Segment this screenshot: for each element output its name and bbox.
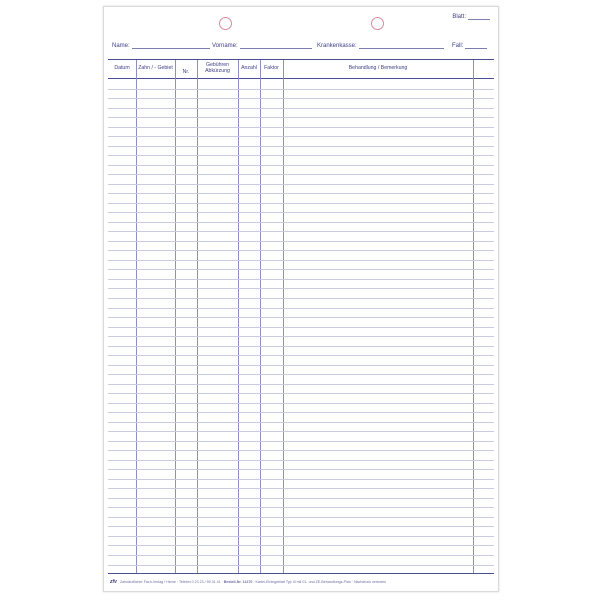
order-number: Bestell-Nr. 11270 [223,580,253,584]
table-row-line[interactable] [108,317,494,318]
column-header-zahn-gebiet: Zahn / - Gebiet [138,65,173,71]
table-row-line[interactable] [108,545,494,546]
column-header-datum: Datum [114,65,130,71]
patient-header [112,42,490,52]
table-row-line[interactable] [108,174,494,175]
table-row-line[interactable] [108,365,494,366]
table-row-line[interactable] [108,565,494,566]
table-row-line[interactable] [108,431,494,432]
publisher-footer [110,579,386,585]
krankenkasse-field[interactable] [317,42,444,49]
table-row-line[interactable] [108,212,494,213]
table-row-line[interactable] [108,165,494,166]
table-row-line[interactable] [108,279,494,280]
table-row-line[interactable] [108,336,494,337]
blatt-input-line[interactable] [468,19,490,20]
table-row-line[interactable] [108,450,494,451]
table-row-line[interactable] [108,117,494,118]
table-row-line[interactable] [108,460,494,461]
table-row-line[interactable] [108,479,494,480]
column-header-faktor: Faktor [264,65,279,71]
table-row-line[interactable] [108,536,494,537]
table-row-line[interactable] [108,469,494,470]
table-row-line[interactable] [108,298,494,299]
publisher-logo: zfv [110,579,117,585]
treatment-table [108,59,494,574]
vorname-field[interactable] [212,42,312,49]
name-field[interactable] [112,42,210,49]
table-row-line[interactable] [108,184,494,185]
header-underline [108,78,494,79]
table-row-line[interactable] [108,222,494,223]
table-row-line[interactable] [108,488,494,489]
table-row-line[interactable] [108,231,494,232]
table-row-line[interactable] [108,498,494,499]
table-row-line[interactable] [108,155,494,156]
form-sheet [103,6,499,592]
krankenkasse-label: Krankenkasse: [317,43,357,49]
name-label: Name: [112,43,130,49]
table-row-line[interactable] [108,393,494,394]
table-row-line[interactable] [108,89,494,90]
table-row-line[interactable] [108,327,494,328]
krankenkasse-input-line[interactable] [359,42,444,49]
table-row-line[interactable] [108,526,494,527]
table-row-line[interactable] [108,441,494,442]
table-row-line[interactable] [108,346,494,347]
table-row-line[interactable] [108,241,494,242]
punch-hole-left [219,17,232,30]
table-row-line[interactable] [108,403,494,404]
table-row-line[interactable] [108,517,494,518]
table-row-line[interactable] [108,108,494,109]
table-row-line[interactable] [108,98,494,99]
table-row-line[interactable] [108,374,494,375]
name-input-line[interactable] [132,42,210,49]
publisher-text: Zahnärztlicher Fach-Verlag / Herne · Telefon 0 23 23 / 59 31 41 · [119,580,223,584]
punch-hole-right [371,17,384,30]
column-header-blank [473,60,494,78]
table-row-line[interactable] [108,146,494,147]
fall-input-line[interactable] [465,42,487,49]
table-row-line[interactable] [108,260,494,261]
vorname-label: Vorname: [212,43,238,49]
fall-label: Fall: [452,43,464,49]
table-row-line[interactable] [108,250,494,251]
fall-field[interactable] [452,42,487,49]
table-row-line[interactable] [108,384,494,385]
table-row-line[interactable] [108,507,494,508]
column-header-nr: Nr. [182,69,190,75]
table-row-line[interactable] [108,193,494,194]
blatt-field[interactable] [452,14,490,20]
table-row-line[interactable] [108,355,494,356]
table-row-line[interactable] [108,203,494,204]
column-header-behandlung-bemerkung: Behandlung / Bemerkung [348,65,408,71]
table-row-line[interactable] [108,269,494,270]
column-header-gebuehren-abkuerzung: Gebühren Abkürzung [205,62,230,74]
form-description: · Kartei-Einlegeblatt Typ III mit 01- und ZE-Behandlungs-Plan · Nachdruck verboten [253,580,387,584]
table-bottom-border [108,573,494,574]
blatt-label: Blatt: [452,14,466,20]
table-row-line[interactable] [108,555,494,556]
table-row-line[interactable] [108,422,494,423]
table-row-line[interactable] [108,127,494,128]
table-row-line[interactable] [108,136,494,137]
vorname-input-line[interactable] [240,42,312,49]
column-header-anzahl: Anzahl [241,65,257,71]
table-row-line[interactable] [108,288,494,289]
table-row-line[interactable] [108,308,494,309]
table-row-line[interactable] [108,412,494,413]
